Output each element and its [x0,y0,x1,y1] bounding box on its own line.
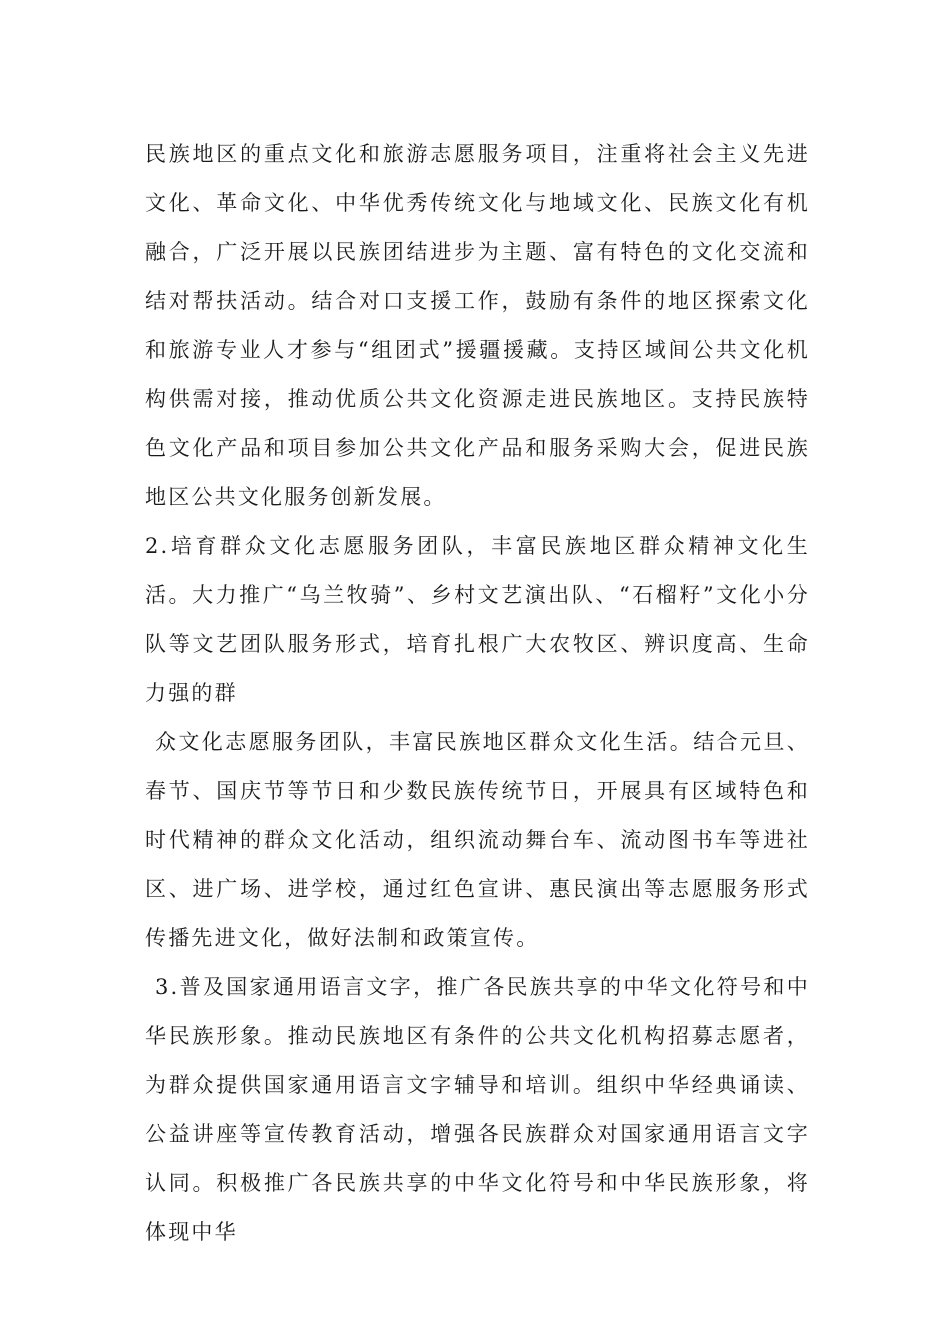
paragraph-national-language: 3.普及国家通用语言文字，推广各民族共享的中华文化符号和中华民族形象。推动民族地区有条件的公共文化机构招募志愿者，为群众提供国家通用语言文字辅导和培训。组织中华经典诵读、公益讲座等宣传教育活动，增强各民族群众对国家通用语言文字认同。积极推广各民族共享的中华文化符号和中华民族形象，将体现中华 [145,975,810,1244]
paragraph-mass-culture-activities: 众文化志愿服务团队，丰富民族地区群众文化生活。结合元旦、春节、国庆节等节日和少数民族传统节日，开展具有区域特色和时代精神的群众文化活动，组织流动舞台车、流动图书车等进社区、进广场、进学校，通过红色宣讲、惠民演出等志愿服务形式传播先进文化，做好法制和政策宣传。 [145,730,810,950]
paragraph-volunteer-teams: 2.培育群众文化志愿服务团队，丰富民族地区群众精神文化生活。大力推广“乌兰牧骑”、乡村文艺演出队、“石榴籽”文化小分队等文艺团队服务形式，培育扎根广大农牧区、辨识度高、生命力强的群 [145,534,810,705]
paragraph-cultural-tourism-projects: 民族地区的重点文化和旅游志愿服务项目，注重将社会主义先进文化、革命文化、中华优秀传统文化与地域文化、民族文化有机融合，广泛开展以民族团结进步为主题、富有特色的文化交流和结对帮扶活动。结合对口支援工作，鼓励有条件的地区探索文化和旅游专业人才参与“组团式”援疆援藏。支持区域间公共文化机构供需对接，推动优质公共文化资源走进民族地区。支持民族特色文化产品和项目参加公共文化产品和服务采购大会，促进民族地区公共文化服务创新发展。 [145,142,810,509]
